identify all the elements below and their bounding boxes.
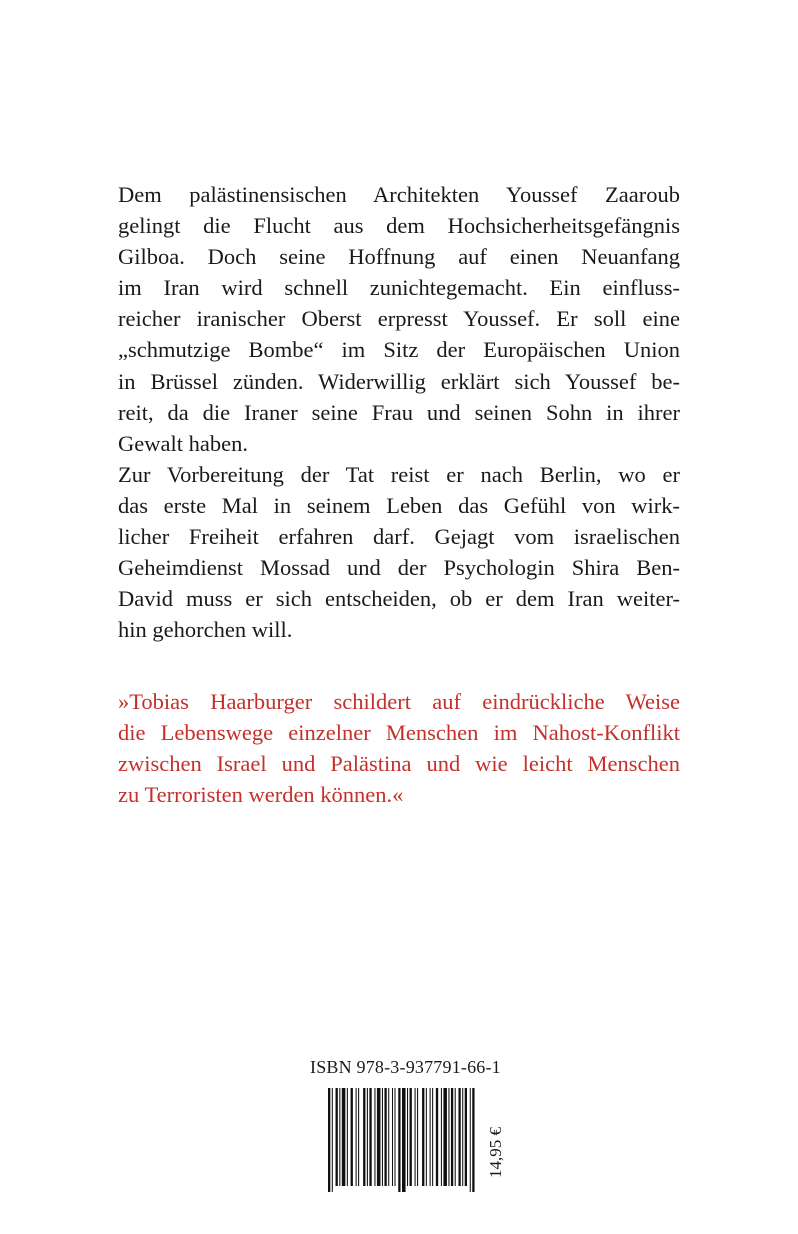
description-line: das erste Mal in seinem Leben das Gefühl von wirk- [118,492,680,518]
description-line: im Iran wird schnell zunichtegemacht. Ein einfluss- [118,275,680,301]
price-text: 14,95 € [486,1127,505,1178]
description-line: Zur Vorbereitung der Tat reist er nach Berlin, wo er [118,461,680,487]
description-line: Dem palästinensischen Architekten Youssef Zaaroub [118,182,680,207]
description-line: in Brüssel zünden. Widerwillig erklärt sich Youssef be- [118,368,680,394]
isbn-number: ISBN 978-3-937791-66-1 [310,1057,501,1077]
description-line: „schmutzige Bombe“ im Sitz der Europäischen Union [118,337,680,363]
quote-line: zu Terroristen werden können.« [118,782,404,808]
review-quote [118,686,680,810]
description-line: Gilboa. Doch seine Hoffnung auf einen Neuanfang [118,244,680,270]
description-line: hin gehorchen will. [118,617,293,643]
description-line: David muss er sich entscheiden, ob er dem Iran weiter- [118,586,680,612]
quote-line: die Lebenswege einzelner Menschen im Nahost-Konflikt [118,720,680,746]
description-line: reicher iranischer Oberst erpresst Youssef. Er soll eine [118,306,680,332]
description-line: licher Freiheit erfahren darf. Gejagt vom israelischen [118,524,680,550]
quote-line: »Tobias Haarburger schildert auf eindrückliche Weise [118,689,680,714]
quote-line: zwischen Israel und Palästina und wie leicht Menschen [118,751,680,777]
price-label [486,1127,508,1234]
book-description [118,179,680,645]
description-line: reit, da die Iraner seine Frau und seinen Sohn in ihrer [118,399,680,425]
description-line: Geheimdienst Mossad und der Psychologin Shira Ben- [118,555,680,581]
description-line: gelingt die Flucht aus dem Hochsicherheitsgefängnis [118,213,680,239]
barcode-icon [328,1088,476,1192]
description-line: Gewalt haben. [118,430,248,456]
